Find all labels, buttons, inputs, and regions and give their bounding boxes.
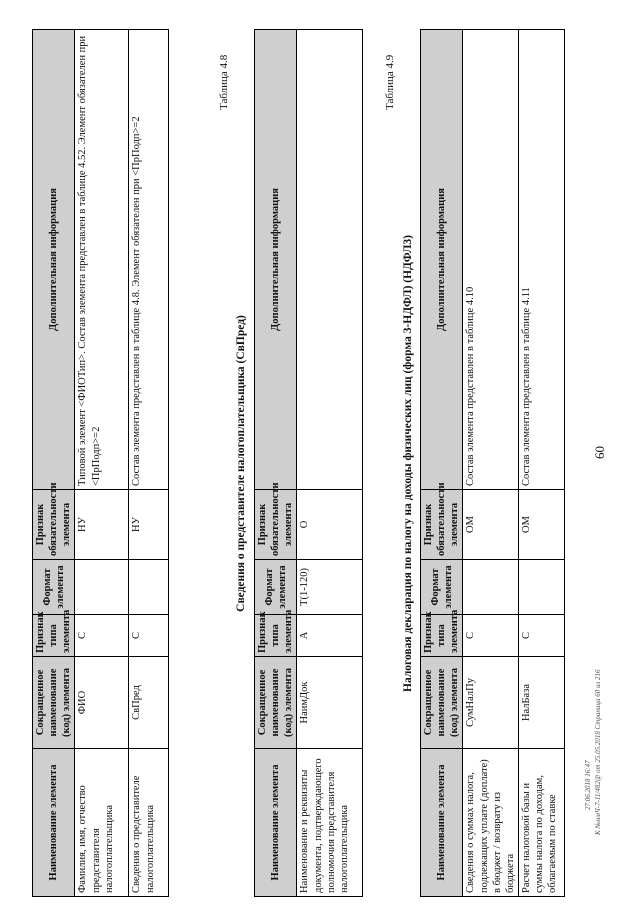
cell-required: ОМ	[463, 490, 519, 560]
cell-info: Типовой элемент <ФИОТип>. Состав элемента представлен в таблице 4.52. Элемент обязателен при <ПрПодп>=2	[75, 30, 129, 490]
print-stamp-ref: К №ммЧ-7-11/482@ от 25.05.2018 Страница 60 из 216	[594, 669, 602, 835]
col-header-type: Признак типа элемента	[421, 615, 463, 657]
cell-info	[297, 30, 363, 490]
cell-code: ФИО	[75, 657, 129, 749]
table-row	[297, 30, 363, 897]
table-title-ndfl3: Налоговая декларация по налогу на доходы физических лиц (форма 3-НДФЛ) (НДФЛ3)	[402, 235, 414, 692]
cell-code: СумНалПу	[463, 657, 519, 749]
cell-name: Наименование и реквизиты документа, подтверждающего полномочия представителя налогоплательщика	[297, 749, 363, 897]
table-row	[463, 30, 519, 897]
table-caption-4-8: Таблица 4.8	[218, 54, 230, 110]
cell-required: НУ	[129, 490, 169, 560]
cell-code: НаимДок	[297, 657, 363, 749]
col-header-info: Дополнительная информация	[255, 30, 297, 490]
col-header-type: Признак типа элемента	[33, 615, 75, 657]
cell-required: О	[297, 490, 363, 560]
table-continued	[32, 29, 169, 897]
cell-format: T(1-120)	[297, 560, 363, 615]
col-header-type: Признак типа элемента	[255, 615, 297, 657]
col-header-info: Дополнительная информация	[33, 30, 75, 490]
cell-type: С	[463, 615, 519, 657]
cell-type: С	[518, 615, 564, 657]
cell-format	[463, 560, 519, 615]
table-row	[129, 30, 169, 897]
table-row	[518, 30, 564, 897]
col-header-code: Сокращенное наименование (код) элемента	[33, 657, 75, 749]
cell-type: А	[297, 615, 363, 657]
table-4-9	[420, 29, 565, 897]
col-header-required: Признак обязательности элемента	[33, 490, 75, 560]
cell-name: Сведения о суммах налога, подлежащих уплате (доплате) в бюджет / возврату из бюджета	[463, 749, 519, 897]
table-header-row	[255, 30, 297, 897]
table-title-svpred: Сведения о представителе налогоплательщика (СвПред)	[235, 315, 247, 612]
col-header-code: Сокращенное наименование (код) элемента	[255, 657, 297, 749]
cell-required: НУ	[75, 490, 129, 560]
table-header-row	[33, 30, 75, 897]
col-header-required: Признак обязательности элемента	[421, 490, 463, 560]
cell-name: Фамилия, имя, отчество представителя налогоплательщика	[75, 749, 129, 897]
print-stamp-date: 27.06.2018 16:47	[584, 760, 592, 810]
cell-info: Состав элемента представлен в таблице 4.11	[518, 30, 564, 490]
cell-format	[518, 560, 564, 615]
col-header-name: Наименование элемента	[33, 749, 75, 897]
col-header-format: Формат элемента	[421, 560, 463, 615]
cell-name: Расчет налоговой базы и суммы налога по доходам, облагаемым по ставке	[518, 749, 564, 897]
table-row	[75, 30, 129, 897]
col-header-code: Сокращенное наименование (код) элемента	[421, 657, 463, 749]
cell-info: Состав элемента представлен в таблице 4.8. Элемент обязателен при <ПрПодп>=2	[129, 30, 169, 490]
cell-required: ОМ	[518, 490, 564, 560]
col-header-format: Формат элемента	[33, 560, 75, 615]
col-header-info: Дополнительная информация	[421, 30, 463, 490]
page-number: 60	[592, 446, 607, 459]
cell-name: Сведения о представителе налогоплательщика	[129, 749, 169, 897]
table-header-row	[421, 30, 463, 897]
table-caption-4-9: Таблица 4.9	[384, 54, 396, 110]
cell-type: С	[129, 615, 169, 657]
col-header-format: Формат элемента	[255, 560, 297, 615]
col-header-required: Признак обязательности элемента	[255, 490, 297, 560]
cell-format	[129, 560, 169, 615]
table-4-8	[254, 29, 363, 897]
cell-code: НалБаза	[518, 657, 564, 749]
cell-info: Состав элемента представлен в таблице 4.10	[463, 30, 519, 490]
cell-code: СвПред	[129, 657, 169, 749]
cell-format	[75, 560, 129, 615]
col-header-name: Наименование элемента	[255, 749, 297, 897]
cell-type: С	[75, 615, 129, 657]
col-header-name: Наименование элемента	[421, 749, 463, 897]
